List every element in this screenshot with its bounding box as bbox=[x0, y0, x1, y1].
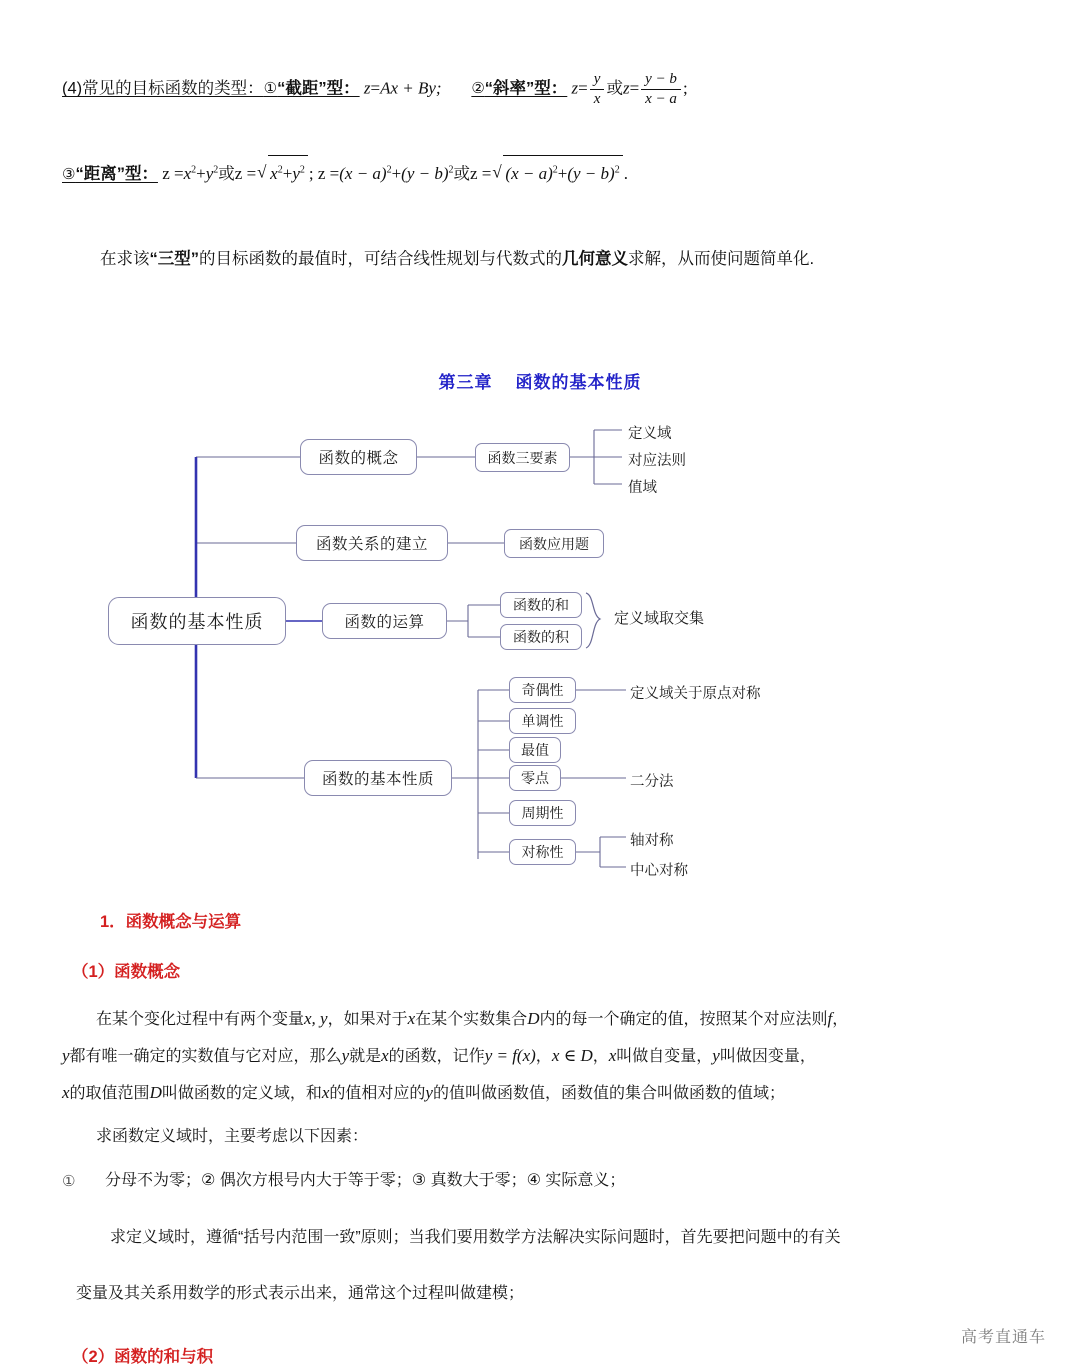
sqrt-2 bbox=[492, 155, 622, 191]
distance-expr-b-plus: + bbox=[391, 163, 402, 183]
p1-l3-d: 的值叫做函数值，函数值的集合叫做函数的值域； bbox=[432, 1085, 785, 1102]
mindmap-node-monotonicity bbox=[509, 708, 576, 734]
p1-l2-b: 就是 bbox=[349, 1048, 382, 1065]
body-paragraph-1-line-1 bbox=[96, 1007, 848, 1031]
mindmap-node-relation-building-label: 函数关系的建立 bbox=[315, 536, 428, 553]
mindmap-node-function-concept-label: 函数的概念 bbox=[318, 450, 399, 467]
sqrt-1 bbox=[257, 155, 308, 191]
mindmap-node-three-elements bbox=[475, 443, 570, 472]
body-paragraph-1-line-3 bbox=[62, 1081, 785, 1105]
mindmap-node-zeros bbox=[509, 765, 561, 791]
marker-circle-2: ② bbox=[471, 79, 485, 98]
mindmap-leaf-domain: 定义域 bbox=[628, 426, 672, 442]
or-char-3: 或 bbox=[453, 164, 471, 183]
distance-expr-b-lhs: z = bbox=[317, 163, 340, 183]
mindmap-leaf-range: 值域 bbox=[628, 480, 657, 496]
p1-l1-D: D bbox=[527, 1009, 540, 1028]
intercept-formula-eq: = bbox=[370, 78, 381, 98]
p1-l2-d: ， bbox=[535, 1048, 552, 1065]
mindmap-node-three-elements-label: 函数三要素 bbox=[487, 451, 558, 467]
mindmap-node-symmetry bbox=[509, 839, 576, 865]
radical-sign-1: √ bbox=[257, 161, 267, 181]
p1-l2-in: x ∈ D bbox=[551, 1046, 593, 1065]
sqrt2-t1: (x − a) bbox=[505, 163, 553, 183]
intercept-formula-z: z bbox=[363, 78, 371, 98]
p1-l2-x: x bbox=[381, 1046, 389, 1065]
intro-note-emph2: 几何意义 bbox=[562, 250, 628, 268]
body-paragraph-2: 求函数定义域时，主要考虑以下因素： bbox=[96, 1128, 369, 1145]
slope-type-label: “斜率”型： bbox=[484, 79, 568, 98]
sqrt1-x: x bbox=[270, 163, 278, 183]
fraction-denominator: x bbox=[593, 90, 601, 107]
power-6: 2 bbox=[448, 163, 454, 175]
fraction2-numerator: y − b bbox=[641, 70, 681, 90]
mindmap-node-relation-building bbox=[296, 525, 448, 561]
chapter-title-text: 函数的基本性质 bbox=[515, 373, 642, 392]
p1-l2-a: 都有唯一确定的实数值与它对应，那么 bbox=[69, 1048, 342, 1065]
p1-l2-y: y bbox=[62, 1046, 70, 1065]
p1-l3-x: x bbox=[62, 1083, 70, 1102]
objective-function-types-label: (4)常见的目标函数的类型： bbox=[62, 79, 264, 98]
mindmap-node-parity-label: 奇偶性 bbox=[521, 684, 564, 699]
formula-line-2 bbox=[62, 155, 1022, 191]
sqrt1-y: y bbox=[292, 163, 300, 183]
slope-formula-z2: z bbox=[622, 78, 630, 98]
slope-formula-z: z bbox=[571, 78, 579, 98]
chapter-number: 第三章 bbox=[438, 373, 493, 392]
p1-l3-x2: x bbox=[321, 1083, 330, 1102]
watermark-label: 高考直通车 bbox=[960, 1329, 1046, 1346]
p1-l3-y: y bbox=[425, 1083, 433, 1102]
p1-l1-b: ，如果对于 bbox=[327, 1011, 408, 1028]
p1-l2-y2: y bbox=[341, 1046, 350, 1065]
mindmap-leaf-axis-symmetry: 轴对称 bbox=[630, 833, 674, 849]
slope-formula-eq: = bbox=[578, 78, 588, 98]
mindmap-node-function-concept bbox=[300, 439, 417, 475]
or-char-1: 或 bbox=[606, 79, 623, 98]
radicand-2 bbox=[503, 155, 622, 191]
intro-note bbox=[100, 245, 1000, 273]
radical-sign-2: √ bbox=[492, 161, 502, 181]
p1-l1-e: ， bbox=[832, 1011, 849, 1028]
p1-l3-a: 的取值范围 bbox=[69, 1085, 150, 1102]
fraction-numerator: y bbox=[590, 70, 605, 90]
mindmap-leaf-center-symmetry: 中心对称 bbox=[630, 863, 688, 879]
power-7: 2 bbox=[552, 163, 558, 175]
period-1: . bbox=[623, 163, 628, 183]
p1-l1-xy: x, y bbox=[304, 1009, 328, 1028]
power-8: 2 bbox=[614, 163, 620, 175]
body-paragraph-3: 分母不为零；② 偶次方根号内大于等于零；③ 真数大于零；④ 实际意义； bbox=[105, 1172, 626, 1189]
power-2: 2 bbox=[213, 163, 219, 175]
p1-l1-c: 在某个实数集合 bbox=[415, 1011, 528, 1028]
p1-l2-fx: y = f(x) bbox=[484, 1046, 536, 1065]
mindmap-root-label: 函数的基本性质 bbox=[130, 612, 264, 632]
p1-l3-b: 叫做函数的定义域，和 bbox=[161, 1085, 322, 1102]
section-heading-3: （2）函数的和与积 bbox=[72, 1348, 214, 1366]
distance-expr-a-x: x bbox=[183, 163, 192, 183]
intro-note-part3: 求解，从而使问题简单化. bbox=[628, 250, 815, 268]
intercept-type-label: “截距”型： bbox=[277, 79, 360, 98]
mindmap-node-operations bbox=[322, 603, 447, 639]
brace-sum-product bbox=[586, 593, 600, 648]
p1-l2-x2: x bbox=[608, 1046, 617, 1065]
mindmap-leaf-correspondence: 对应法则 bbox=[628, 453, 686, 469]
p1-l1-a: 在某个变化过程中有两个变量 bbox=[96, 1011, 305, 1028]
p1-l3-D: D bbox=[149, 1083, 162, 1102]
mindmap-node-function-sum bbox=[500, 592, 582, 618]
distance-type-label: “距离”型： bbox=[75, 164, 158, 183]
mindmap-node-function-product-label: 函数的积 bbox=[513, 631, 569, 646]
distance-expr-a-z2: z = bbox=[234, 163, 257, 183]
mindmap-node-extremum bbox=[509, 737, 561, 763]
p1-l1-f: f bbox=[827, 1009, 833, 1028]
power-5: 2 bbox=[386, 163, 392, 175]
p1-l2-g: 叫做因变量， bbox=[719, 1048, 816, 1065]
mindmap-node-function-sum-label: 函数的和 bbox=[513, 599, 569, 614]
or-char-2: 或 bbox=[218, 164, 235, 183]
section-heading-1: 1．函数概念与运算 bbox=[100, 913, 242, 931]
distance-expr-b-t2: (y − b) bbox=[401, 163, 449, 183]
mindmap-node-application-problem bbox=[504, 529, 604, 558]
p1-l2-c: 的函数，记作 bbox=[388, 1048, 485, 1065]
section-heading-2: （1）函数概念 bbox=[72, 963, 181, 981]
p1-l1-d: 内的每一个确定的值，按照某个对应法则 bbox=[539, 1011, 828, 1028]
distance-expr-a-lhs: z = bbox=[162, 163, 184, 183]
mindmap-node-periodicity bbox=[509, 800, 576, 826]
chapter-title bbox=[0, 368, 1080, 393]
mindmap-leaf-bisection: 二分法 bbox=[630, 774, 674, 790]
intro-note-emph1: “三型” bbox=[149, 250, 199, 268]
distance-expr-b-t1: (x − a) bbox=[339, 163, 387, 183]
mindmap-node-periodicity-label: 周期性 bbox=[521, 807, 564, 822]
mindmap-node-basic-properties bbox=[304, 760, 452, 796]
marker-circle-1: ① bbox=[263, 79, 278, 98]
sqrt1-plus: + bbox=[282, 163, 293, 183]
slope-formula-eq2: = bbox=[629, 78, 640, 98]
mindmap-node-application-problem-label: 函数应用题 bbox=[519, 537, 589, 553]
distance-expr-a-y: y bbox=[205, 163, 214, 183]
formula-block bbox=[62, 70, 1022, 191]
p1-l2-y3: y bbox=[712, 1046, 720, 1065]
mindmap-node-symmetry-label: 对称性 bbox=[521, 846, 564, 861]
mindmap-root-node bbox=[108, 597, 286, 645]
distance-expr-b-z2: z = bbox=[470, 163, 492, 183]
fraction2-denominator: x − a bbox=[645, 90, 677, 107]
margin-circled-number: ① bbox=[62, 1172, 76, 1190]
power-1: 2 bbox=[191, 163, 197, 175]
sqrt2-t2: (y − b) bbox=[567, 163, 615, 183]
semicolon-1: ; bbox=[308, 163, 314, 183]
intro-note-part1: 在求该 bbox=[100, 250, 150, 268]
power-4: 2 bbox=[299, 163, 305, 175]
mindmap-note-domain-intersection: 定义域取交集 bbox=[614, 611, 705, 627]
sqrt2-plus: + bbox=[557, 163, 568, 183]
formula-line-1 bbox=[62, 70, 1022, 109]
power-3: 2 bbox=[277, 163, 283, 175]
marker-circle-3: ③ bbox=[62, 164, 76, 183]
p1-l3-c: 的值相对应的 bbox=[329, 1085, 426, 1102]
mindmap-node-function-product bbox=[500, 624, 582, 650]
mindmap-node-monotonicity-label: 单调性 bbox=[521, 715, 564, 730]
mindmap-diagram bbox=[0, 405, 1080, 890]
intro-note-part2: 的目标函数的最值时，可结合线性规划与代数式的 bbox=[199, 250, 562, 268]
mindmap-node-operations-label: 函数的运算 bbox=[344, 614, 425, 631]
fraction-yb-over-xa bbox=[641, 70, 681, 109]
p1-l2-f: 叫做自变量， bbox=[616, 1048, 713, 1065]
slope-formula-end: ; bbox=[682, 78, 688, 98]
p1-l1-x: x bbox=[407, 1009, 416, 1028]
mindmap-node-zeros-label: 零点 bbox=[521, 772, 549, 787]
fraction-y-over-x bbox=[590, 70, 605, 109]
mindmap-node-basic-properties-label: 函数的基本性质 bbox=[321, 771, 434, 788]
mindmap-node-extremum-label: 最值 bbox=[521, 744, 549, 759]
body-paragraph-4-line-1: 求定义域时，遵循“括号内范围一致”原则；当我们要用数学方法解决实际问题时，首先要把问题中的有关 bbox=[110, 1229, 841, 1246]
intercept-formula-rhs: Ax + By; bbox=[380, 78, 442, 98]
radicand-1 bbox=[268, 155, 308, 191]
body-paragraph-1-line-2 bbox=[62, 1044, 816, 1068]
body-paragraph-4-line-2: 变量及其关系用数学的形式表示出来，通常这个过程叫做建模； bbox=[76, 1285, 525, 1302]
mindmap-leaf-parity-note: 定义域关于原点对称 bbox=[630, 686, 761, 702]
distance-expr-a-plus: + bbox=[196, 163, 206, 183]
p1-l2-e: ， bbox=[592, 1048, 609, 1065]
mindmap-node-parity bbox=[509, 677, 576, 703]
